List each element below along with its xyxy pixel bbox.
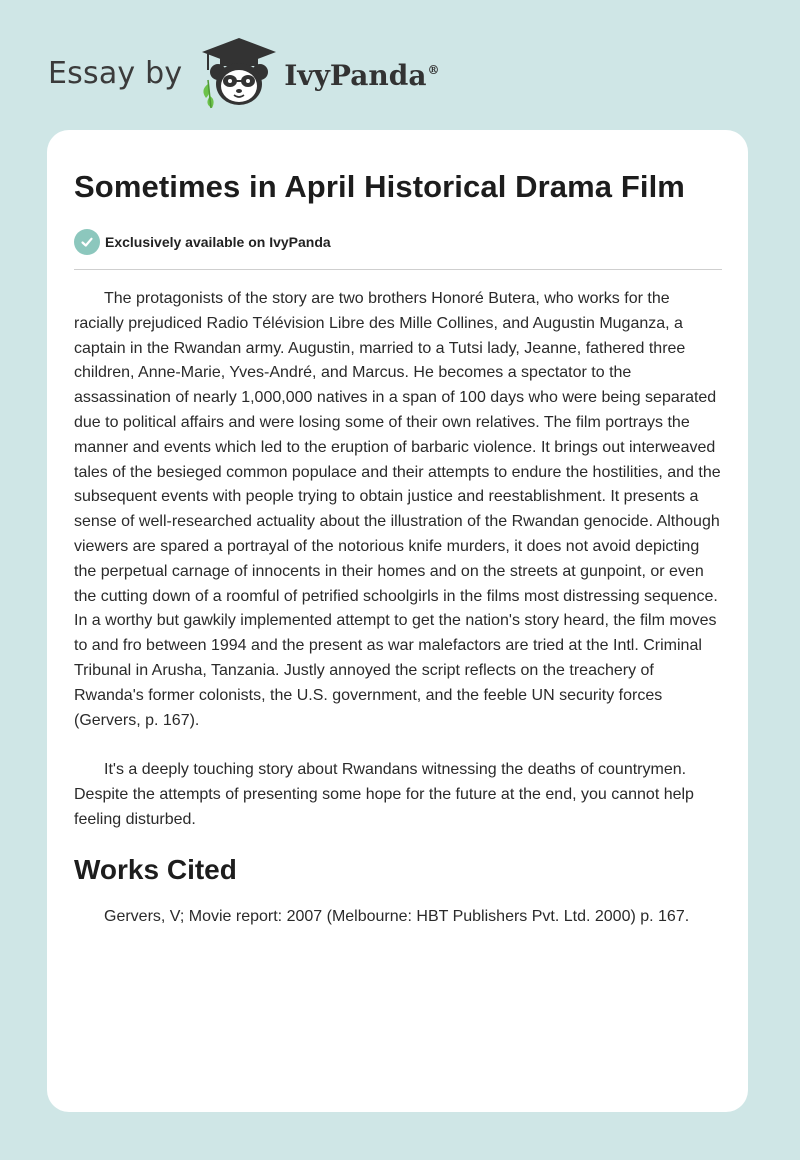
brand-name-text: IvyPanda bbox=[284, 58, 427, 92]
essay-body bbox=[74, 287, 722, 833]
essay-card bbox=[47, 130, 748, 1112]
essay-title: Sometimes in April Historical Drama Film bbox=[74, 169, 685, 204]
exclusive-badge bbox=[74, 228, 722, 256]
registered-mark: ® bbox=[427, 63, 440, 78]
works-cited-heading: Works Cited bbox=[74, 853, 237, 885]
brand-header[interactable] bbox=[48, 36, 439, 110]
body-paragraph: It's a deeply touching story about Rwandans witnessing the deaths of countrymen. Despite the attempts of presenting some hope for the future at the end, you cannot help feeling disturbed. bbox=[74, 761, 694, 828]
divider bbox=[74, 269, 722, 270]
citation-item: Gervers, V; Movie report: 2007 (Melbourne: HBT Publishers Pvt. Ltd. 2000) p. 167. bbox=[104, 907, 690, 925]
brand-name bbox=[284, 59, 439, 92]
panda-logo-icon bbox=[196, 36, 282, 110]
badge-label: Exclusively available on IvyPanda bbox=[105, 234, 331, 250]
brand-prefix: Essay by bbox=[48, 55, 183, 91]
check-icon bbox=[74, 229, 100, 255]
body-paragraph: The protagonists of the story are two brothers Honoré Butera, who works for the racially prejudiced Radio Télévision Libre des Mille Collines, and Augustin Muganza, a captain in the Rwandan army. Augustin, married to a Tutsi lady, Jeanne, fathered three children, Anne-Marie, Yves-André, and Marcus. He becomes a spectator to the assassination of nearly 1,000,000 natives in a span of 100 days who were being separated due to political affairs and were losing some of their own relatives. The film portrays the manner and events which led to the eruption of barbaric violence. It brings out interweaved tales of the besieged common populace and their attempts to endure the hostilities, and the subsequent events with people trying to obtain justice and reestablishment. It presents a sense of well-researched actuality about the illustration of the Rwandan genocide. Although viewers are spared a portrayal of the notorious knife murders, it does not avoid depicting the perpetual carnage of innocents in their homes and on the streets at gunpoint, or even the cutting down of a roomful of petrified schoolgirls in the films most distressing sequence. In a worthy but gawkily implemented attempt to get the nation's story heard, the film moves to and fro between 1994 and the present as war malefactors are tried at the Intl. Criminal Tribunal in Arusha, Tanzania. Justly annoyed the script reflects on the treachery of Rwanda's former colonists, the U.S. government, and the feeble UN security forces (Gervers, p. 167). bbox=[74, 290, 721, 729]
